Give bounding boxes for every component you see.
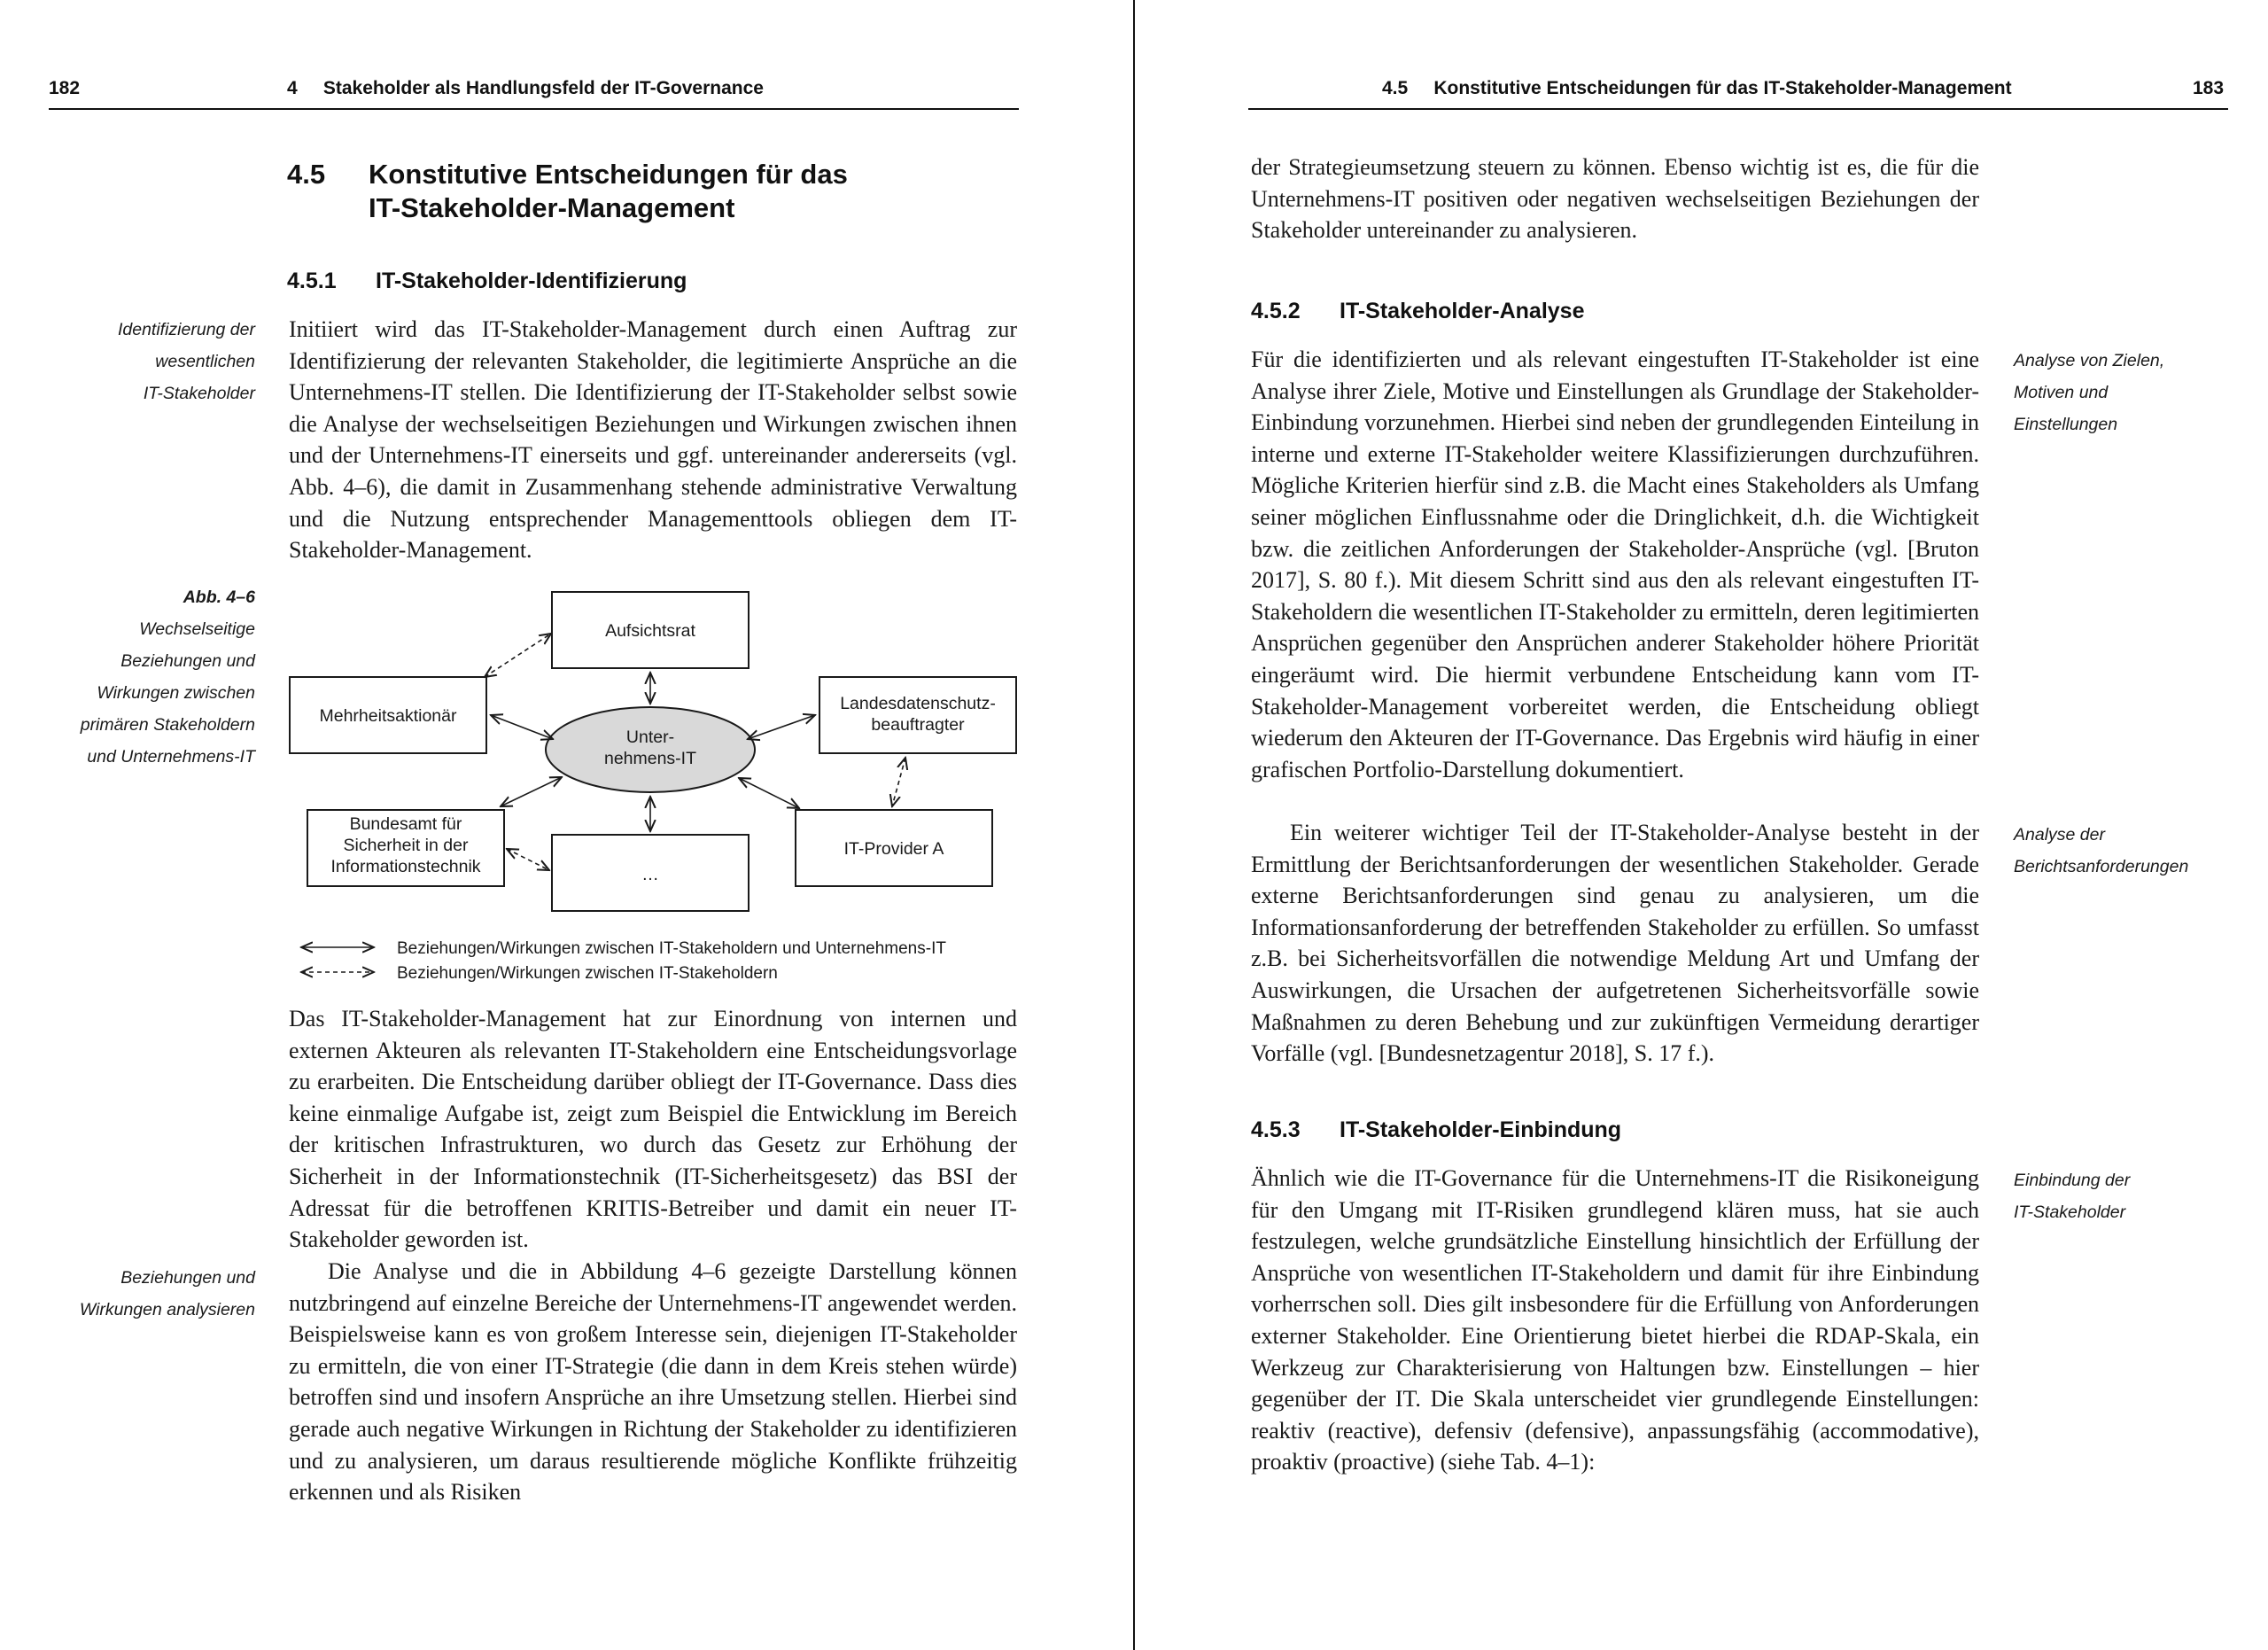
legend-solid-label: Beziehungen/Wirkungen zwischen IT-Stakeholdern und Unternehmens-IT bbox=[397, 939, 946, 958]
margin-note-line: Einbindung der bbox=[2014, 1171, 2131, 1190]
margin-note-line: Beziehungen und bbox=[120, 1268, 255, 1288]
figure-caption bbox=[25, 581, 255, 773]
label-bsi-line3: Informationstechnik bbox=[330, 857, 481, 876]
margin-note-line: Analyse von Zielen, bbox=[2014, 351, 2165, 370]
subsection-title: IT-Stakeholder-Identifizierung bbox=[376, 269, 687, 293]
dashed-arrow-bsi bbox=[507, 849, 549, 870]
page-number: 183 bbox=[2193, 78, 2225, 98]
label-landes-line2: beauftragter bbox=[871, 715, 965, 735]
arrow-bsi bbox=[501, 777, 562, 806]
label-center-line2: nehmens-IT bbox=[603, 749, 697, 768]
section-title-line1: Konstitutive Entscheidungen für das bbox=[369, 159, 848, 190]
running-head: 4 Stakeholder als Handlungsfeld der IT-Governance bbox=[287, 78, 764, 98]
subsection-number: 4.5.2 bbox=[1251, 299, 1301, 323]
margin-note-line: Motiven und bbox=[2014, 383, 2109, 402]
margin-note bbox=[25, 314, 255, 409]
page-number: 182 bbox=[49, 78, 81, 98]
body-paragraph: Die Analyse und die in Abbildung 4–6 gezeigte Darstellung können nutzbringend auf einzelne Bereiche der Unternehmens-IT angewendet werden. Beispielsweise kann es von großem Interesse sein, diejenigen IT-Stakeholder zu ermitteln, die von einer IT-Strategie (die dann in dem Kreis stehen würde) betroffen sind und insofern Ansprüche an ihre Umsetzung stellen. Hierbei sind gerade auch negative Wirkungen in Richtung der Stakeholder zu identifizieren und zu analysieren, um daraus resultierende mögliche Konflikte frühzeitig erkennen und als Risiken bbox=[289, 1258, 1017, 1506]
arrow-landesdatenschutz bbox=[748, 715, 815, 739]
figure-label: Abb. 4–6 bbox=[183, 588, 255, 607]
label-it-provider: IT-Provider A bbox=[843, 839, 944, 859]
body-paragraph: Für die identifizierten und als relevant eingestuften IT-Stakeholder ist eine Analyse ihrer Ziele, Motive und Einstellungen als Grundlage der Stakeholder-Einbindung vorzunehmen. Hierbei sind neben der grundlegenden Einteilung in interne und externe IT-Stakeholder weitere Klassifizierungen durchzuführen. Mögliche Kriterien hierfür sind z.B. die Macht eines Stakeholders als Umfang seiner möglichen Einflussnahme oder die Dringlichkeit, d.h. die Wichtigkeit bzw. die zeitlichen Anforderungen der Stakeholder-Ansprüche (vgl. [Bruton 2017], S. 80 f.). Mit diesem Schritt sind aus den als relevant eingestuften IT-Stakeholdern die wesentlichen IT-Stakeholder zu ermitteln, deren legitimierten Ansprüchen gegenüber den Ansprüchen anderer Stakeholder höhere Priorität eingeräumt wird. Die hiermit verbundene Entscheidung kann vom IT-Stakeholder-Management vorbereitet werden, die Entscheidung obliegt wiederum den Akteuren der IT-Governance. Das Ergebnis wird häufig in einer grafischen Portfolio-Darstellung dokumentiert. bbox=[1251, 346, 1979, 782]
section-title-line2: IT-Stakeholder-Management bbox=[369, 192, 735, 223]
figure-caption-line: Beziehungen und bbox=[120, 651, 255, 671]
subsection-number: 4.5.3 bbox=[1251, 1117, 1301, 1142]
label-center-line1: Unter- bbox=[625, 728, 675, 747]
subsection-heading bbox=[287, 268, 1014, 294]
dashed-arrow-aufsichtsrat bbox=[485, 634, 551, 677]
margin-note-line: Identifizierung der bbox=[117, 320, 255, 339]
figure-caption-line: primären Stakeholdern bbox=[80, 715, 255, 735]
margin-note-line: wesentlichen bbox=[155, 352, 255, 371]
left-page bbox=[0, 0, 1133, 1650]
body-paragraph: der Strategieumsetzung steuern zu können. Ebenso wichtig ist es, die für die Unternehmens-IT positiven oder negativen wechselseitigen Beziehungen der Stakeholder untereinander zu analysieren. bbox=[1251, 154, 1979, 244]
margin-note bbox=[2014, 345, 2235, 440]
subsection-number: 4.5.1 bbox=[287, 269, 337, 293]
margin-note bbox=[2014, 819, 2235, 883]
stakeholder-diagram bbox=[285, 585, 1021, 992]
margin-note-line: IT-Stakeholder bbox=[143, 384, 255, 403]
figure-caption-line: Wirkungen zwischen bbox=[97, 683, 255, 703]
margin-note-line: IT-Stakeholder bbox=[2014, 1202, 2126, 1222]
margin-note-line: Einstellungen bbox=[2014, 415, 2118, 434]
running-head: 4.5 Konstitutive Entscheidungen für das IT-Stakeholder-Management bbox=[1382, 78, 2012, 98]
section-heading bbox=[287, 158, 1014, 225]
margin-note bbox=[2014, 1164, 2235, 1228]
label-bsi-line2: Sicherheit in der bbox=[343, 836, 469, 855]
margin-note-line: Analyse der bbox=[2014, 825, 2105, 844]
arrow-mehrheitsaktionaer bbox=[491, 715, 553, 739]
figure-caption-line: Wechselseitige bbox=[139, 619, 255, 639]
section-number: 4.5 bbox=[287, 159, 326, 190]
body-paragraph: Das IT-Stakeholder-Management hat zur Einordnung von internen und externen Akteuren als relevanten IT-Stakeholdern eine Entscheidungsvorlage zu erarbeiten. Die Entscheidung darüber obliegt der IT-Governance. Dass dies keine einmalige Aufgabe ist, zeigt zum Beispiel die Entwicklung im Bereich der kritischen Infrastrukturen, wo durch das Gesetz zur Erhöhung der Sicherheit in der Informationstechnik (IT-Sicherheitsgesetz) das BSI der Adressat für die betroffenen KRITIS-Betreiber und damit ein neuer IT-Stakeholder geworden ist. bbox=[289, 1006, 1017, 1253]
label-bsi-line1: Bundesamt für bbox=[349, 814, 462, 834]
label-ellipsis: … bbox=[641, 865, 659, 884]
header-rule bbox=[1248, 108, 2228, 110]
legend-dashed-label: Beziehungen/Wirkungen zwischen IT-Stakeholdern bbox=[397, 964, 778, 983]
body-paragraph: Initiiert wird das IT-Stakeholder-Management durch einen Auftrag zur Identifizierung der relevanten Stakeholder, die legitimierte Ansprüche an die Unternehmens-IT stellen. Die Identifizierung der IT-Stakeholder selbst sowie die Analyse der wechselseitigen Beziehungen und Wirkungen zwischen ihnen und der Unternehmens-IT einerseits und ggf. untereinander andererseits (vgl. Abb. 4–6), die damit in Zusammenhang stehende administrative Verwaltung und die Nutzung entsprechender Managementtools obliegen dem IT-Stakeholder-Management. bbox=[289, 316, 1017, 564]
header-rule bbox=[49, 108, 1019, 110]
subsection-title: IT-Stakeholder-Einbindung bbox=[1340, 1117, 1622, 1142]
label-mehrheitsaktionaer: Mehrheitsaktionär bbox=[319, 706, 457, 726]
label-landes-line1: Landesdatenschutz- bbox=[840, 694, 996, 713]
arrow-it-provider bbox=[739, 778, 799, 808]
right-page bbox=[1135, 0, 2268, 1650]
margin-note-line: Berichtsanforderungen bbox=[2014, 857, 2189, 876]
dashed-arrow-landes-provider bbox=[892, 758, 905, 806]
label-aufsichtsrat: Aufsichtsrat bbox=[605, 621, 695, 641]
margin-note-line: Wirkungen analysieren bbox=[79, 1300, 255, 1319]
body-paragraph: Ähnlich wie die IT-Governance für die Unternehmens-IT die Risikoneigung für den Umgang mit IT-Risiken grundlegend klären muss, hat sie auch festzulegen, welche grundsätzliche Einstellung hinsichtlich der Erfüllung der Ansprüche von wesentlichen IT-Stakeholdern und damit für ihre Einbindung vorherrschen soll. Dies gilt insbesondere für die Erfüllung von Anforderungen externer Stakeholder. Eine Orientierung bietet hierbei die RDAP-Skala, ein Werkzeug zur Charakterisierung von Haltungen bzw. Einstellungen – hier gegenüber der IT. Die Skala unterscheidet vier grundlegende Einstellungen: reaktiv (reactive), defensiv (defensive), anpassungsfähig (accommodative), proaktiv (proactive) (siehe Tab. 4–1): bbox=[1251, 1165, 1979, 1475]
subsection-title: IT-Stakeholder-Analyse bbox=[1340, 299, 1585, 323]
figure-caption-line: und Unternehmens-IT bbox=[87, 747, 255, 767]
subsection-heading bbox=[1251, 298, 1977, 324]
margin-note bbox=[25, 1262, 255, 1326]
body-paragraph: Ein weiterer wichtiger Teil der IT-Stakeholder-Analyse besteht in der Ermittlung der Berichtsanforderungen der wesentlichen Stakeholder. Gerade externe Berichtsanforderungen sind genau zu analysieren, um die Informationsanforderung der betreffenden Stakeholder zu erfüllen. So umfasst z.B. bei Sicherheitsvorfällen die notwendige Meldung Art und Umfang der Auswirkungen, die Ursachen der aufgetretenen Sicherheitsvorfälle sowie Maßnahmen zu deren Behebung und zur zukünftigen Vermeidung derartiger Vorfälle (vgl. [Bundesnetzagentur 2018], S. 17 f.). bbox=[1251, 820, 1979, 1067]
subsection-heading bbox=[1251, 1117, 1977, 1143]
